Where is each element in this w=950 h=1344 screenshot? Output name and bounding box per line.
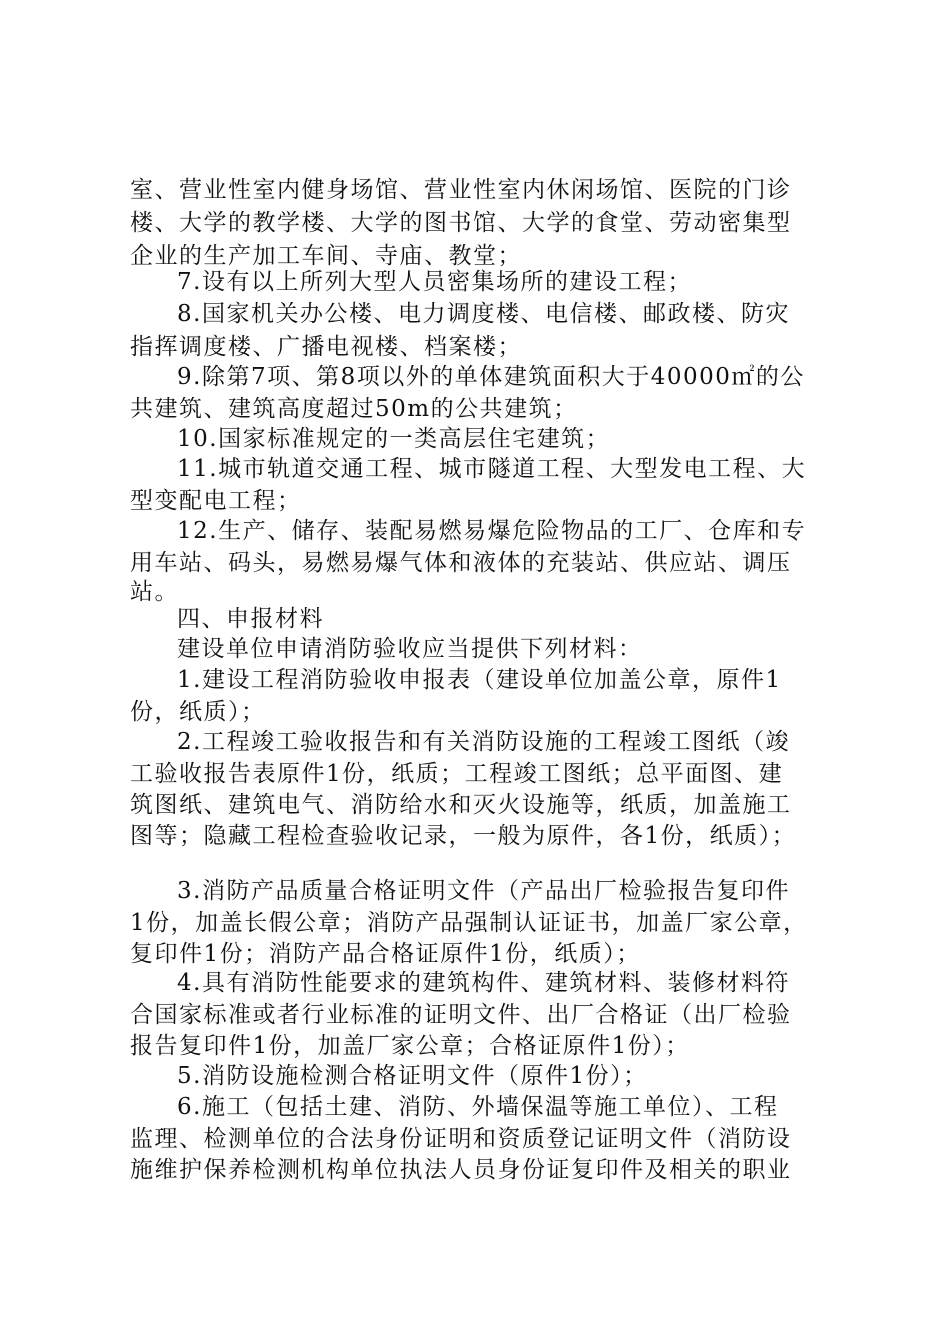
text-line: 室、营业性室内健身场馆、营业性室内休闲场馆、医院的门诊 bbox=[130, 177, 792, 203]
text-line: 7.设有以上所列大型人员密集场所的建设工程； bbox=[177, 269, 692, 295]
text-line: 站。 bbox=[130, 579, 179, 605]
text-line: 筑图纸、建筑电气、消防给水和灭火设施等，纸质，加盖施工 bbox=[130, 792, 792, 818]
text-line: 8.国家机关办公楼、电力调度楼、电信楼、邮政楼、防灾 bbox=[177, 301, 790, 327]
text-line: 1.建设工程消防验收申报表（建设单位加盖公章，原件1 bbox=[177, 667, 782, 693]
text-line: 楼、大学的教学楼、大学的图书馆、大学的食堂、劳动密集型 bbox=[130, 210, 792, 236]
text-line: 共建筑、建筑高度超过50m的公共建筑； bbox=[130, 396, 578, 422]
text-line: 12.生产、储存、装配易燃易爆危险物品的工厂、仓库和专 bbox=[177, 518, 807, 544]
text-line: 6.施工（包括土建、消防、外墙保温等施工单位）、工程 bbox=[177, 1094, 779, 1120]
text-line: 施维护保养检测机构单位执法人员身份证复印件及相关的职业 bbox=[130, 1157, 792, 1183]
text-line: 份，纸质）； bbox=[130, 699, 266, 725]
text-line: 合国家标准或者行业标准的证明文件、出厂合格证（出厂检验 bbox=[130, 1002, 792, 1028]
text-line: 指挥调度楼、广播电视楼、档案楼； bbox=[130, 334, 522, 360]
text-line: 复印件1份；消防产品合格证原件1份，纸质）； bbox=[130, 941, 641, 967]
text-line: 1份，加盖长假公章；消防产品强制认证证书，加盖厂家公章， bbox=[130, 910, 808, 936]
text-line: 5.消防设施检测合格证明文件（原件1份）； bbox=[177, 1063, 648, 1089]
text-line: 型变配电工程； bbox=[130, 488, 302, 514]
text-line: 2.工程竣工验收报告和有关消防设施的工程竣工图纸（竣 bbox=[177, 729, 790, 755]
text-line: 4.具有消防性能要求的建筑构件、建筑材料、装修材料符 bbox=[177, 970, 790, 996]
text-line: 图等；隐藏工程检查验收记录，一般为原件，各1份，纸质）； bbox=[130, 823, 797, 849]
text-line: 企业的生产加工车间、寺庙、教堂； bbox=[130, 243, 522, 269]
text-line: 工验收报告表原件1份，纸质；工程竣工图纸；总平面图、建 bbox=[130, 761, 784, 787]
text-line: 10.国家标准规定的一类高层住宅建筑； bbox=[177, 426, 611, 452]
text-line: 报告复印件1份，加盖厂家公章；合格证原件1份）； bbox=[130, 1033, 690, 1059]
text-line: 用车站、码头，易燃易爆气体和液体的充装站、供应站、调压 bbox=[130, 550, 792, 576]
section-heading: 四、申报材料 bbox=[177, 606, 324, 632]
text-line: 9.除第7项、第8项以外的单体建筑面积大于40000㎡的公 bbox=[177, 364, 805, 390]
text-line: 11.城市轨道交通工程、城市隧道工程、大型发电工程、大 bbox=[177, 456, 807, 482]
text-line: 3.消防产品质量合格证明文件（产品出厂检验报告复印件 bbox=[177, 878, 790, 904]
text-line: 建设单位申请消防验收应当提供下列材料： bbox=[177, 636, 643, 662]
text-line: 监理、检测单位的合法身份证明和资质登记证明文件（消防设 bbox=[130, 1126, 792, 1152]
